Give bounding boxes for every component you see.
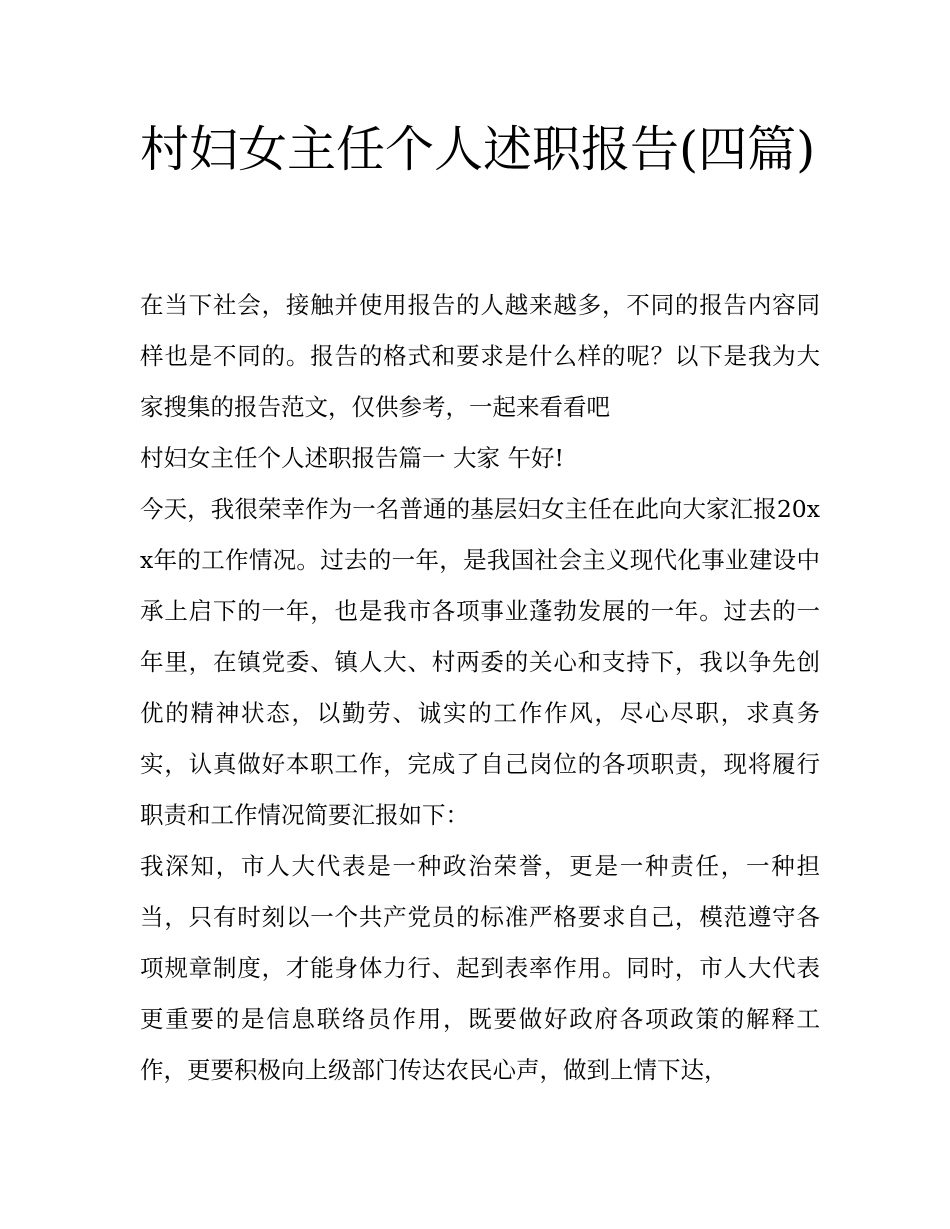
duty-paragraph: 我深知，市人大代表是一种政治荣誉，更是一种责任，一种担当，只有时刻以一个共产党员的标准严格要求自己，模范遵守各项规章制度，才能身体力行、起到表率作用。同时，市人大代表更重要的是信息联络员作用，既要做好政府各项政策的解释工作，更要积极向上级部门传达农民心声，做到上情下达， — [140, 852, 820, 1084]
document-title: 村妇女主任个人述职报告(四篇) — [140, 121, 816, 178]
intro-paragraph: 在当下社会，接触并使用报告的人越来越多，不同的报告内容同样也是不同的。报告的格式和要求是什么样的呢？以下是我为大家搜集的报告范文，仅供参考，一起来看看吧 — [140, 291, 820, 421]
section-heading-paragraph: 村妇女主任个人述职报告篇一 大家 午好! — [140, 444, 564, 472]
work-report-paragraph: 今天，我很荣幸作为一名普通的基层妇女主任在此向大家汇报20xx年的工作情况。过去的一年，是我国社会主义现代化事业建设中承上启下的一年，也是我市各项事业蓬勃发展的一年。过去的一年里，在镇党委、镇人大、村两委的关心和支持下，我以争先创优的精神状态，以勤劳、诚实的工作作风，尽心尽职，求真务实，认真做好本职工作，完成了自己岗位的各项职责，现将履行职责和工作情况简要汇报如下： — [140, 495, 820, 829]
document-body — [140, 280, 820, 1096]
